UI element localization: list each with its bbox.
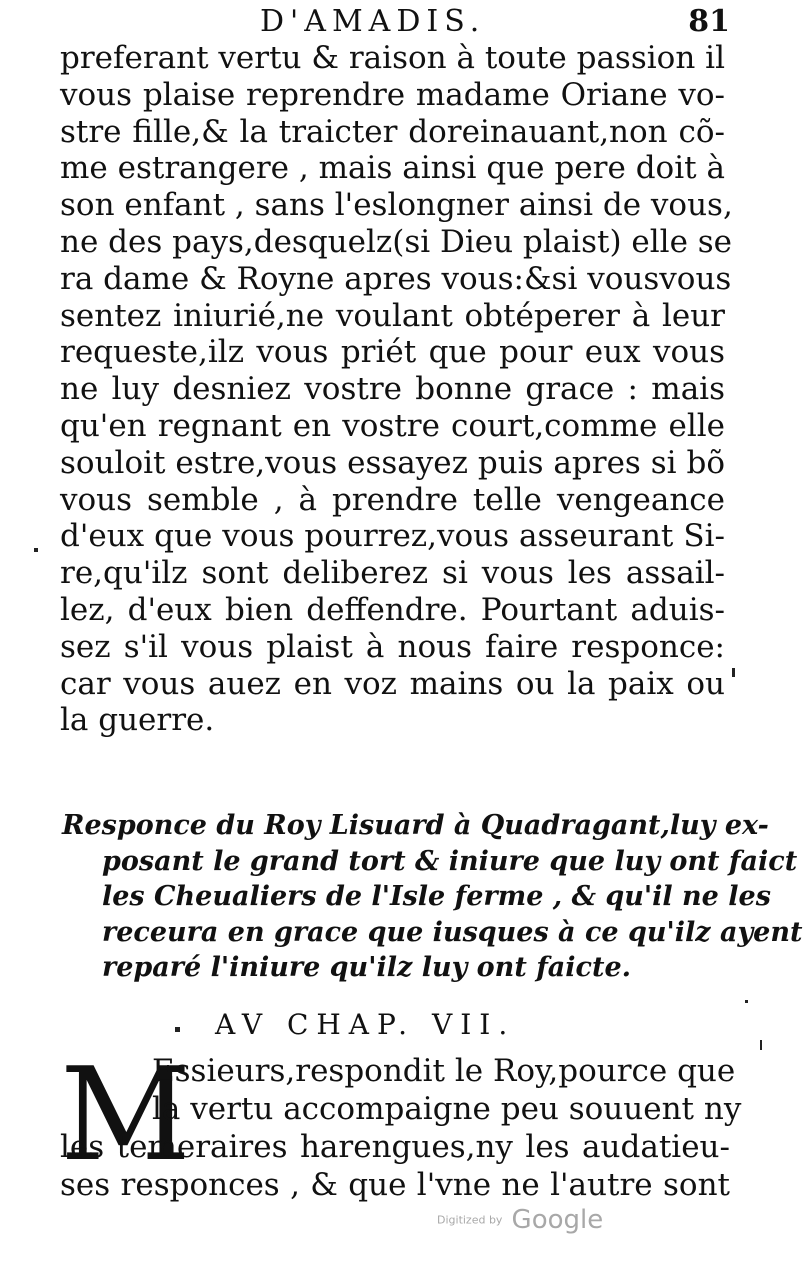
text-line: la guerre. xyxy=(60,702,215,739)
ink-speck xyxy=(745,1000,748,1003)
drop-cap: M xyxy=(60,1041,192,1190)
text-line: sez s'il vous plaist à nous faire responce: xyxy=(60,628,725,665)
body-paragraph xyxy=(60,40,733,739)
text-line: d'eux que vous pourrez,vous asseurant Si- xyxy=(60,518,725,555)
summary-line: reparé l'iniure qu'ilz luy ont faicte. xyxy=(102,952,632,983)
ink-speck xyxy=(732,668,735,677)
text-line: Essieurs,respondit le Roy,pource que xyxy=(152,1053,736,1089)
ink-speck xyxy=(760,1040,762,1050)
text-line: car vous auez en voz mains ou la paix ou xyxy=(60,665,725,702)
text-line: son enfant , sans l'eslongner ainsi de vous, xyxy=(60,187,733,224)
text-line: ses responces , & que l'vne ne l'autre sont xyxy=(60,1167,730,1203)
watermark-prefix: Digitized by xyxy=(437,1213,503,1227)
text-line: qu'en regnant en vostre court,comme elle xyxy=(60,407,725,444)
summary-line: les Cheualiers de l'Isle ferme , & qu'il ne les xyxy=(102,881,771,912)
summary-line: Responce du Roy Lisuard à Quadragant,luy ex- xyxy=(62,810,769,841)
text-line: les temeraires harengues,ny les audatieu- xyxy=(60,1129,730,1165)
digitization-watermark xyxy=(437,1205,603,1235)
ink-speck xyxy=(34,548,38,552)
text-line: vous semble , à prendre telle vengeance xyxy=(60,481,725,518)
text-line: ne des pays,desquelz(si Dieu plaist) elle se xyxy=(60,223,733,260)
text-line: requeste,ilz vous priét que pour eux vous xyxy=(60,334,725,371)
running-title: D'AMADIS. xyxy=(260,4,486,39)
running-head xyxy=(260,4,730,44)
summary-line: posant le grand tort & iniure que luy ont faict xyxy=(102,845,798,877)
text-line: re,qu'ilz sont deliberez si vous les assail- xyxy=(60,555,725,592)
chapter-summary xyxy=(62,808,803,986)
text-line: stre fille,& la traicter doreinauant,non cõ- xyxy=(60,113,725,150)
text-line: ne luy desniez vostre bonne grace : mais xyxy=(60,371,725,408)
watermark-brand: Google xyxy=(511,1205,604,1235)
page-number: 81 xyxy=(688,4,730,39)
text-line: la vertu accompaigne peu souuent ny xyxy=(152,1091,742,1127)
text-line: sentez iniurié,ne voulant obtéperer à leur xyxy=(60,297,725,334)
text-line: preferant vertu & raison à toute passion il xyxy=(60,40,725,76)
ink-speck xyxy=(175,1027,180,1032)
chapter-heading: AV CHAP. VII. xyxy=(215,1008,516,1041)
text-line: vous plaise reprendre madame Oriane vo- xyxy=(60,76,725,113)
summary-line: receura en grace que iusques à ce qu'ilz ayent xyxy=(102,916,803,948)
text-line: souloit estre,vous essayez puis apres si bõ xyxy=(60,444,725,481)
text-line: me estrangere , mais ainsi que pere doit à xyxy=(60,150,725,187)
chapter-paragraph xyxy=(60,1041,742,1204)
text-line: lez, d'eux bien deffendre. Pourtant aduis- xyxy=(60,591,725,628)
text-line: ra dame & Royne apres vous:&si vousvous xyxy=(60,260,732,297)
